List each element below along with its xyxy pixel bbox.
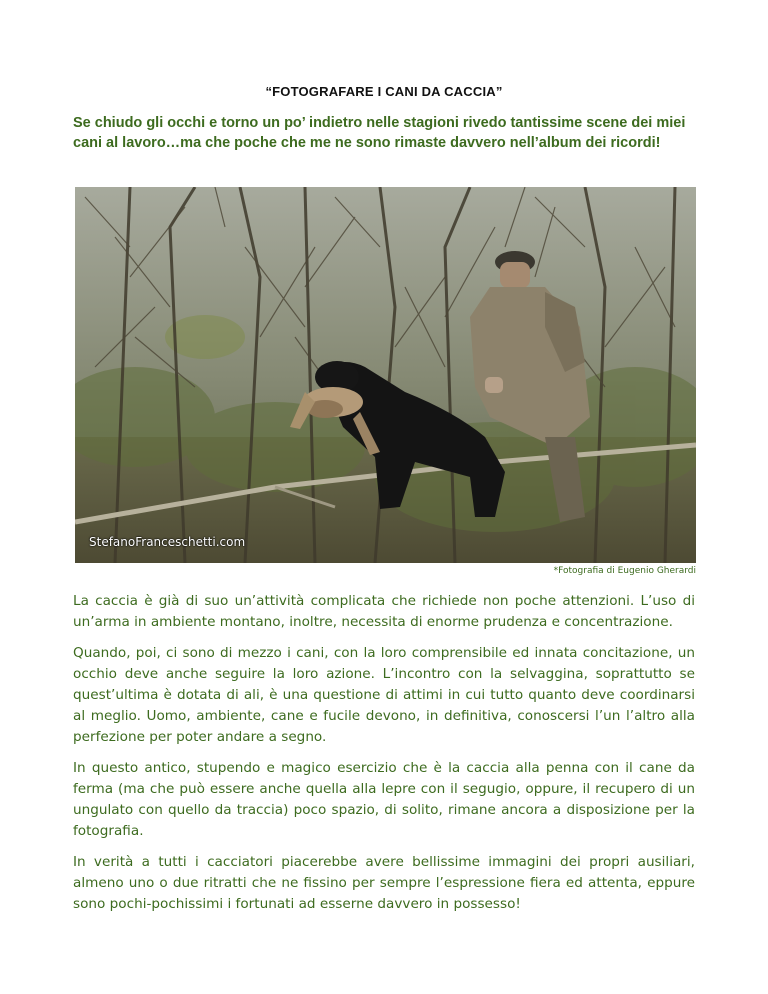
document-title: “FOTOGRAFARE I CANI DA CACCIA” xyxy=(265,84,503,99)
paragraph: In questo antico, stupendo e magico esercizio che è la caccia alla penna con il cane da ferma (ma che può essere anche quella alla lepre con il segugio, oppure, il recupero di un ungulato con quello da traccia) poco spazio, di solito, rimane ancora a disposizione per la fotografia. xyxy=(73,760,695,839)
paragraph: In verità a tutti i cacciatori piacerebbe avere bellissime immagini dei propri ausiliari, almeno uno o due ritratti che ne fissino per sempre l’espressione fiera ed attenta, eppure sono pochi-pochissimi i fortunati ad esserne davvero in possesso! xyxy=(73,854,695,912)
photo-caption: *Fotografia di Eugenio Gherardi xyxy=(553,566,696,576)
paragraph: Quando, poi, ci sono di mezzo i cani, con la loro comprensibile ed innata concitazione, un occhio deve anche seguire la loro azione. L’incontro con la selvaggina, soprattutto se quest’ultima è dotata di ali, è una questione di attimi in cui tutto quanto deve coordinarsi al meglio. Uomo, ambiente, cane e fucile devono, in definitiva, conoscersi l’un l’altro alla perfezione per poter andare a segno. xyxy=(73,645,695,745)
photo-watermark: StefanoFranceschetti.com xyxy=(89,535,246,549)
paragraph: La caccia è già di suo un’attività complicata che richiede non poche attenzioni. L’uso di un’arma in ambiente montano, inoltre, necessita di enorme prudenza e concentrazione. xyxy=(73,593,695,630)
body-text xyxy=(73,591,695,925)
photo-illustration xyxy=(75,187,696,563)
intro-paragraph: Se chiudo gli occhi e torno un po’ indietro nelle stagioni rivedo tantissime scene dei miei cani al lavoro…ma che poche che me ne sono rimaste davvero nell’album dei ricordi! xyxy=(73,115,686,151)
hunting-dog-photo xyxy=(75,187,696,563)
